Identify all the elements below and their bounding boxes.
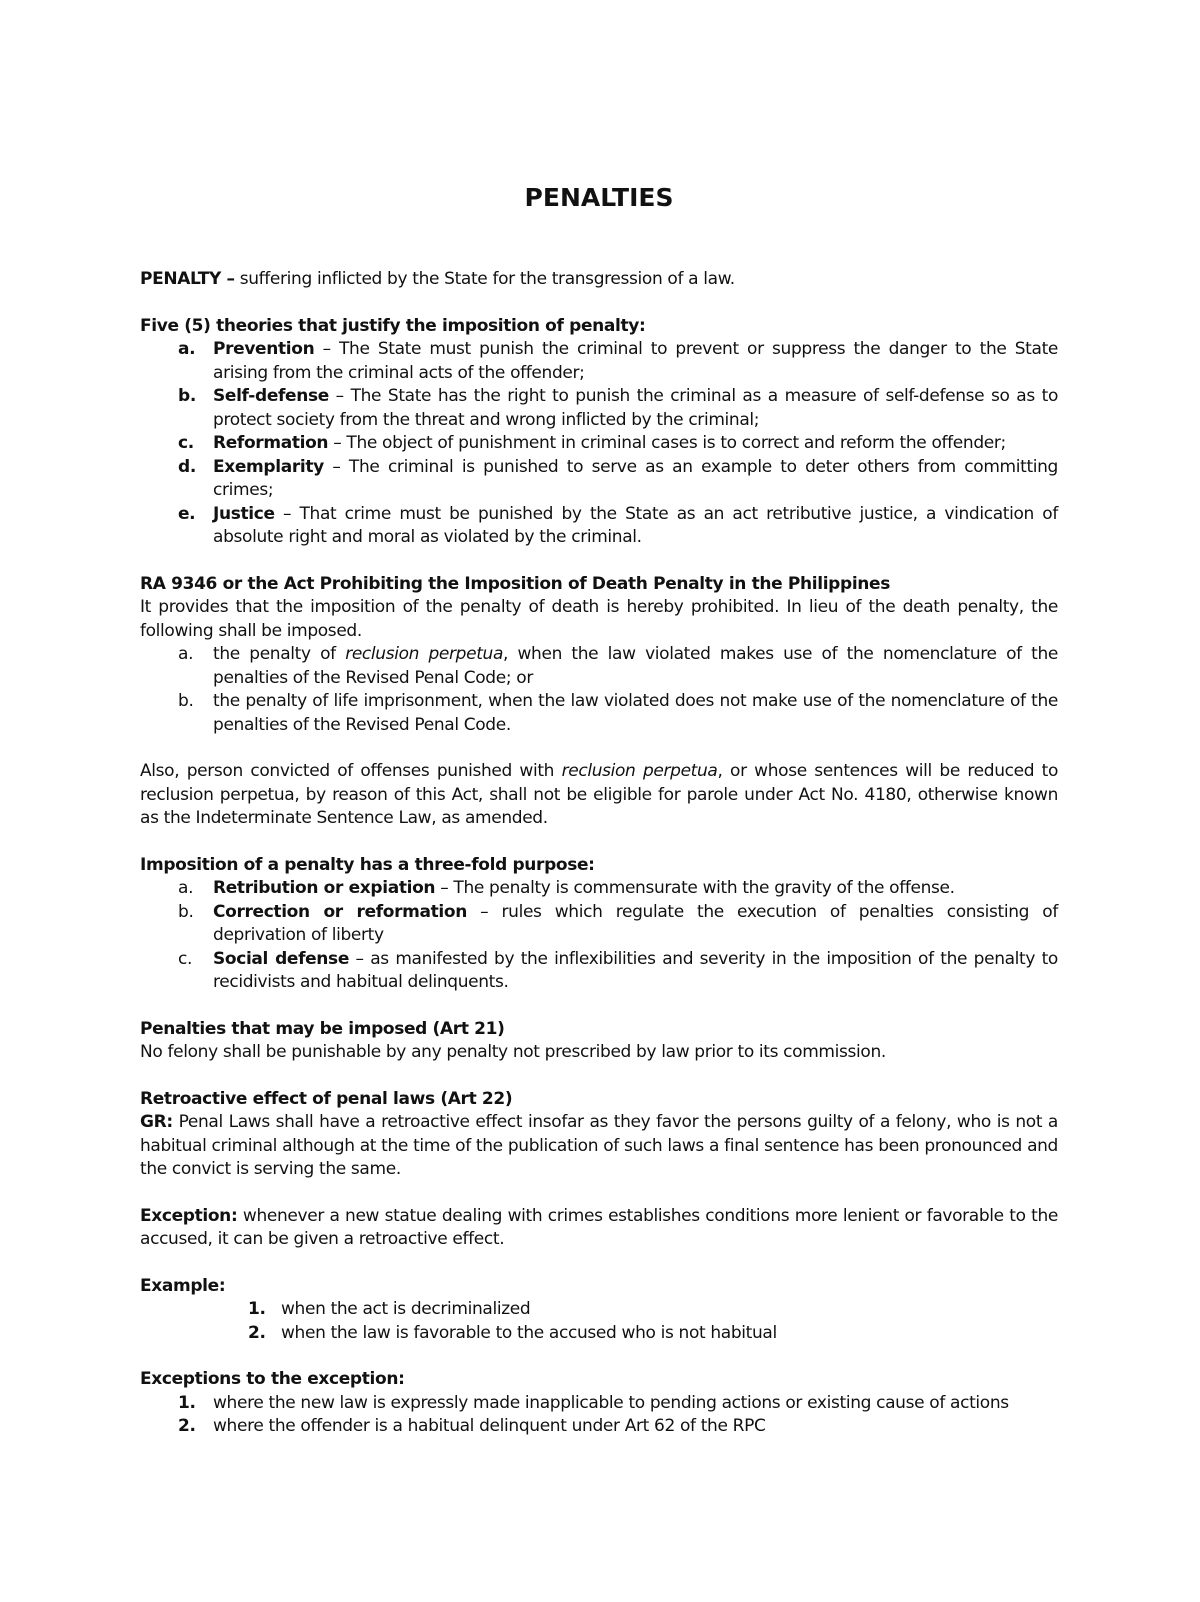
list-item [140,877,1058,901]
example-list [140,1298,1058,1345]
ra9346-list [140,643,1058,737]
list-marker: c. [178,433,194,453]
list-marker: e. [178,503,196,524]
list-marker: b. [178,691,194,711]
list-item [140,385,1058,432]
art21-text: No felony shall be punishable by any penalty not prescribed by law prior to its commission. [140,1042,886,1062]
list-text: where the offender is a habitual delinquent under Art 62 of the RPC [213,1416,766,1436]
example-label: Example: [140,1275,226,1296]
list-text: , when the law violated makes use of the nomenclature of the penalties of the Revised Penal Code; or [213,644,1059,688]
also-text: Also, person convicted of offenses punished with [140,761,562,781]
theories-section [140,315,1058,550]
art22-section [140,1088,1058,1439]
art21-heading: Penalties that may be imposed (Art 21) [140,1018,505,1039]
list-text: – The object of punishment in criminal cases is to correct and reform the offender; [328,433,1006,453]
list-item [140,456,1058,503]
list-text: – The State must punish the criminal to prevent or suppress the danger to the State arising from the criminal acts of the offender; [213,339,1058,383]
list-item [140,948,1058,995]
list-text: when the act is decriminalized [281,1299,531,1319]
definition-text: suffering inflicted by the State for the transgression of a law. [234,269,735,289]
list-text: when the law is favorable to the accused who is not habitual [281,1322,777,1343]
list-term: Reformation [213,433,329,453]
also-italic: reclusion perpetua [561,761,718,781]
list-item [140,1392,1058,1416]
list-text: the penalty of life imprisonment, when the law violated does not make use of the nomenclature of the penalties of the Revised Penal Code. [213,691,1058,735]
list-marker: 1. [248,1299,266,1319]
list-item [140,338,1058,385]
list-text: – as manifested by the inflexibilities and severity in the imposition of the penalty to recidivists and habitual delinquents. [213,948,1058,992]
list-term: Correction or reformation [213,901,467,922]
list-item [140,432,1058,456]
purpose-list [140,877,1058,995]
list-term: Self-defense [213,386,329,406]
purpose-section [140,854,1058,995]
list-term: Retribution or expiation [213,878,436,898]
gr-label: GR: [140,1112,173,1132]
exx-label: Exceptions to the exception: [140,1369,405,1389]
theories-list [140,338,1058,550]
list-marker: a. [178,878,194,898]
page-title: PENALTIES [524,183,674,212]
exception-paragraph [140,1205,1058,1252]
list-text: – rules which regulate the execution of penalties consisting of deprivation of liberty [213,901,1058,945]
definition-term: PENALTY – [140,269,235,289]
gr-text: Penal Laws shall have a retroactive effect insofar as they favor the persons guilty of a felony, who is not a habitual criminal although at the time of the publication of such laws a final sentence has been pronounced and the convict is serving the same. [140,1112,1058,1179]
exception-text: whenever a new statue dealing with crimes establishes conditions more lenient or favorable to the accused, it can be given a retroactive effect. [140,1205,1058,1249]
ra9346-heading: RA 9346 or the Act Prohibiting the Imposition of Death Penalty in the Philippines [140,573,890,594]
list-term: Prevention [213,339,315,359]
list-marker: 2. [178,1416,196,1436]
list-marker: b. [178,901,194,922]
ra9346-intro: It provides that the imposition of the penalty of death is hereby prohibited. In lieu of the death penalty, the following shall be imposed. [140,597,1058,641]
list-text: where the new law is expressly made inapplicable to pending actions or existing cause of actions [213,1392,1009,1413]
list-term: Social defense [213,948,349,969]
ra9346-also [140,760,1058,831]
list-item [140,643,1058,690]
list-marker: a. [178,339,196,359]
exception-label: Exception: [140,1205,238,1226]
list-item [140,503,1058,550]
list-item [140,901,1058,948]
purpose-heading: Imposition of a penalty has a three-fold purpose: [140,854,595,875]
list-text: – The penalty is commensurate with the gravity of the offense. [435,878,955,898]
penalty-definition [140,268,1058,292]
exx-list [140,1392,1058,1439]
list-item [140,690,1058,737]
also-text: , or whose sentences will be reduced to reclusion perpetua, by reason of this Act, shall not be eligible for parole under Act No. 4180, otherwise known as the Indeterminate Sentence Law, as amended. [140,761,1059,828]
list-text: – That crime must be punished by the State as an act retributive justice, a vindication of absolute right and moral as violated by the criminal. [213,503,1058,547]
list-term: Exemplarity [213,456,324,477]
list-text: – The criminal is punished to serve as an example to deter others from committing crimes; [213,456,1058,500]
list-item [140,1415,1058,1439]
list-marker: b. [178,386,196,406]
gr-paragraph [140,1111,1058,1182]
list-text: – The State has the right to punish the criminal as a measure of self-defense so as to protect society from the threat and wrong inflicted by the criminal; [213,386,1058,430]
list-italic: reclusion perpetua [345,644,504,664]
document-page [140,178,1058,1439]
list-marker: a. [178,644,194,664]
list-text: the penalty of [213,644,346,664]
ra9346-section [140,573,1058,831]
list-marker: c. [178,948,193,969]
list-marker: 2. [248,1322,266,1343]
art21-section [140,1018,1058,1065]
list-marker: 1. [178,1392,196,1413]
list-term: Justice [213,503,275,524]
art22-heading: Retroactive effect of penal laws (Art 22) [140,1088,513,1109]
theories-heading: Five (5) theories that justify the imposition of penalty: [140,315,646,336]
list-item [140,1298,1058,1322]
list-marker: d. [178,456,196,477]
list-item [140,1322,1058,1346]
